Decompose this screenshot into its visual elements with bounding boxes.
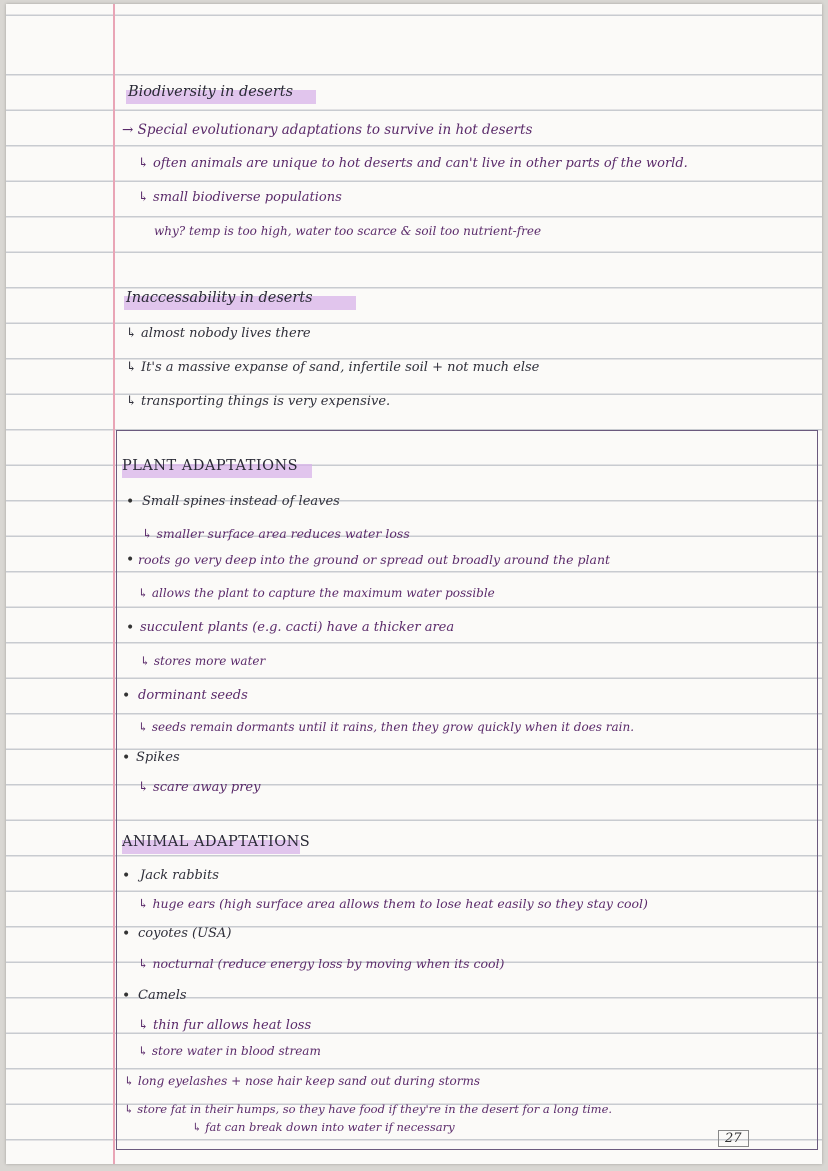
biodiversity-heading: Biodiversity in deserts [128,84,294,100]
inaccessibility-heading: Inaccessability in deserts [126,290,313,306]
bullet: • [122,926,131,942]
bullet: • [122,868,131,884]
note-line: ↳ huge ears (high surface area allows them to lose heat easily so they stay cool) [138,896,648,911]
note-line: ↳ stores more water [140,654,266,668]
bullet: • [122,988,131,1004]
note-line: ↳ store water in blood stream [138,1044,321,1058]
note-line: ↳ It's a massive expanse of sand, infertile soil + not much else [126,360,540,375]
page-number: 27 [718,1130,749,1147]
note-line: ↳ scare away prey [138,780,261,795]
animal-heading: ANIMAL ADAPTATIONS [122,834,311,850]
plant-heading: PLANT ADAPTATIONS [122,458,299,474]
note-line: ↳ allows the plant to capture the maximum water possible [138,586,495,600]
note-line: ↳ smaller surface area reduces water loss [142,526,410,541]
notebook-page [6,4,822,1164]
note-line: ↳ often animals are unique to hot deserts and can't live in other parts of the world. [138,156,688,171]
note-line: ↳ transporting things is very expensive. [126,394,391,409]
note-line: Spikes [136,750,180,765]
margin-line [113,4,115,1164]
note-line: succulent plants (e.g. cacti) have a thicker area [140,620,455,635]
note-line: ↳ long eyelashes + nose hair keep sand out during storms [124,1074,481,1088]
bullet: • [126,494,135,510]
note-line: → Special evolutionary adaptations to survive in hot deserts [122,122,533,138]
bullet: • [126,620,135,636]
note-line: Jack rabbits [140,868,219,883]
note-line: ↳ nocturnal (reduce energy loss by moving when its cool) [138,956,505,971]
note-line: roots go very deep into the ground or spread out broadly around the plant [138,552,611,567]
note-line: coyotes (USA) [138,926,232,941]
bullet: • [122,688,131,704]
note-line: ↳ fat can break down into water if necessary [192,1120,455,1134]
note-line: Camels [138,988,187,1003]
note-line: dorminant seeds [138,688,248,703]
bullet: • [126,552,135,568]
note-line: ↳ small biodiverse populations [138,190,342,205]
note-line: ↳ thin fur allows heat loss [138,1018,312,1033]
note-line: ↳ almost nobody lives there [126,326,311,341]
note-line: ↳ store fat in their humps, so they have food if they're in the desert for a long time. [124,1102,613,1116]
note-line: Small spines instead of leaves [142,494,340,509]
note-line: why? temp is too high, water too scarce & soil too nutrient-free [154,224,542,238]
bullet: • [122,750,131,766]
note-line: ↳ seeds remain dormants until it rains, then they grow quickly when it does rain. [138,720,635,734]
